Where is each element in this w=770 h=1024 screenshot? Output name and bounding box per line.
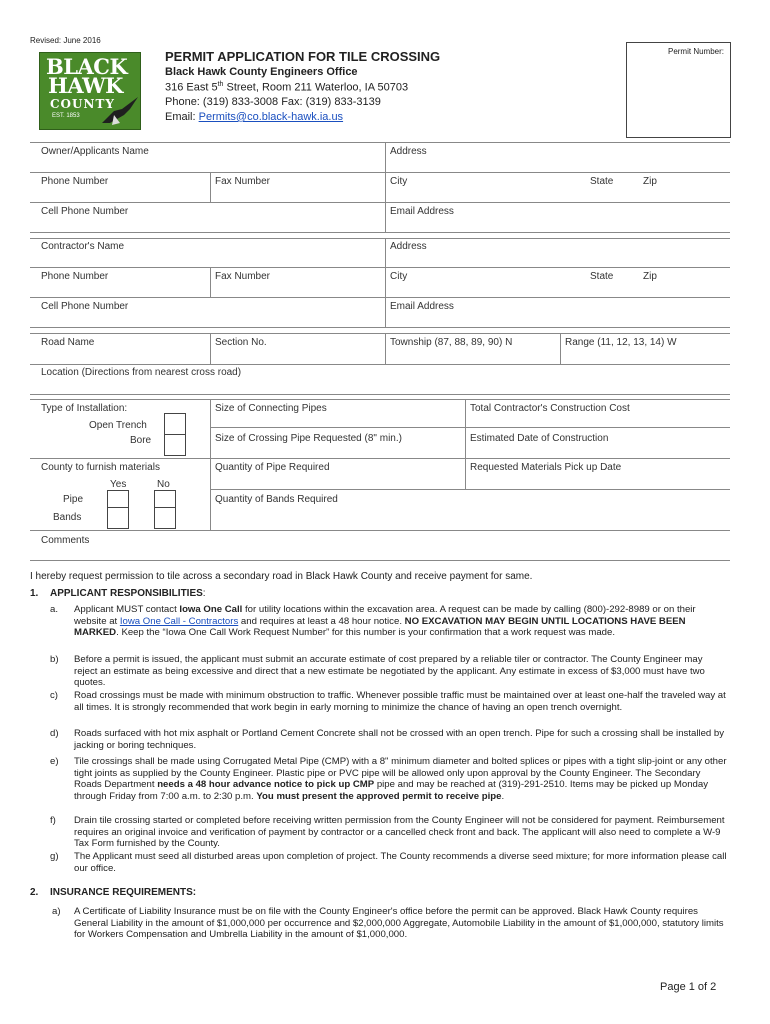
item-c-text: Road crossings must be made with minimum obstruction to traffic. Whenever possible traffic must be maintained over at least one-half the traveled way at all times. It is strongly recommended that work begin in early morning to minimize the chance of having an open trench overnight. — [74, 690, 726, 713]
email-link[interactable]: Permits@co.black-hawk.ia.us — [198, 111, 344, 123]
crossing-pipe-field[interactable]: Size of Crossing Pipe Requested (8" min.) — [215, 433, 402, 444]
owner-state-field[interactable]: State — [590, 176, 614, 187]
bands-label: Bands — [53, 512, 82, 523]
item-b-text: Before a permit is issued, the applicant must submit an accurate estimate of cost prepared by a reliable tiler or contractor. The County Engineer may reject an estimate as being excessive and direct that a new estimate be negotiated by the applicant. Any estimate in excess of $3,000 must have two quotes. — [74, 654, 705, 688]
comments-field[interactable]: Comments — [41, 535, 90, 546]
total-cost-field[interactable]: Total Contractor's Construction Cost — [470, 403, 630, 414]
logo-line2: HAWK — [48, 73, 123, 98]
pipe-label: Pipe — [63, 494, 84, 505]
office-phone-fax: Phone: (319) 833-3008 Fax: (319) 833-3139 — [165, 96, 381, 108]
qty-pipe-field[interactable]: Quantity of Pipe Required — [215, 462, 330, 473]
township-field[interactable]: Township (87, 88, 89, 90) N — [390, 337, 513, 348]
item-g-text: The Applicant must seed all disturbed areas upon completion of project. The County recommends a diverse seed mixture; for more information please call our office. — [74, 851, 727, 874]
owner-phone-field[interactable]: Phone Number — [41, 176, 109, 187]
hawk-icon — [100, 93, 140, 127]
contractor-zip-field[interactable]: Zip — [643, 271, 657, 282]
county-furnish-label: County to furnish materials — [41, 462, 160, 473]
item-a-text: Applicant MUST contact Iowa One Call for utility locations within the excavation area. A request can be made by calling (800)-292-8989 or on their website at Iowa One Call - Contractors and requires at least a 48 hour notice. NO EXCAVATION MAY BEGIN UNTIL LOCATIONS HAVE BEEN MARKED. Keep the “Iowa One Call Work Request Number” for this number is your confirmation that a work request was made. — [74, 604, 696, 638]
section-1-title: APPLICANT RESPONSIBILITIES: — [50, 588, 206, 599]
section-no-field[interactable]: Section No. — [215, 337, 267, 348]
connecting-pipes-field[interactable]: Size of Connecting Pipes — [215, 403, 327, 414]
item-e-text: Tile crossings shall be made using Corrugated Metal Pipe (CMP) with a 8" minimum diameter and bolted splices or pipes with a tight slip-joint or any other tight joints as supplied by the County Engineer. Plastic pipe or PVC pipe will be allowed only upon approval by the County Engineer. The Secondary Roads Department needs a 48 hour advance notice to pick up CMP pipe and may be reached at (319)-291-2510. Items may be picked up Monday through Friday from 7:00 a.m. to 2:30 p.m. You must present the approved permit to receive pipe. — [74, 756, 727, 802]
item-b-marker: b) — [50, 654, 59, 665]
section-2-title: INSURANCE REQUIREMENTS: — [50, 887, 197, 898]
owner-city-field[interactable]: City — [390, 176, 408, 187]
form-title: PERMIT APPLICATION FOR TILE CROSSING — [165, 49, 441, 64]
bands-yes-checkbox[interactable] — [107, 507, 129, 529]
owner-name-field[interactable]: Owner/Applicants Name — [41, 146, 149, 157]
owner-address-field[interactable]: Address — [390, 146, 427, 157]
bands-no-checkbox[interactable] — [154, 507, 176, 529]
road-name-field[interactable]: Road Name — [41, 337, 95, 348]
item-c-marker: c) — [50, 690, 58, 701]
range-field[interactable]: Range (11, 12, 13, 14) W — [565, 337, 677, 348]
contractor-email-field[interactable]: Email Address — [390, 301, 454, 312]
owner-cell-field[interactable]: Cell Phone Number — [41, 206, 129, 217]
contractor-state-field[interactable]: State — [590, 271, 614, 282]
office-address: 316 East 5th Street, Room 211 Waterloo, IA 50703 — [165, 81, 409, 94]
revised-date: Revised: June 2016 — [30, 36, 101, 45]
request-statement: I hereby request permission to tile across a secondary road in Black Hawk County and receive payment for same. — [30, 571, 533, 582]
no-label: No — [157, 479, 170, 490]
item-d-marker: d) — [50, 728, 59, 739]
insurance-item-a-marker: a) — [52, 906, 61, 917]
contractor-address-field[interactable]: Address — [390, 241, 427, 252]
logo-est: EST. 1853 — [52, 113, 80, 119]
section-1-number: 1. — [30, 588, 39, 599]
insurance-item-a-text: A Certificate of Liability Insurance must be on file with the County Engineer's office before the permit can be approved. Black Hawk County requires General Liability in the amount of $1,000,000 per occurrence and $2,000,000 Aggregate, Automobile Liability in the amount of $1,000,000, statutory limits for Workers Compensation and Umbrella Liability in the amount of $1,000,000. — [74, 906, 724, 940]
permit-number-label: Permit Number: — [667, 47, 724, 56]
yes-label: Yes — [110, 479, 127, 490]
estimated-date-field[interactable]: Estimated Date of Construction — [470, 433, 609, 444]
iowa-one-call-link[interactable]: Iowa One Call - Contractors — [119, 615, 239, 627]
section-2-number: 2. — [30, 887, 39, 898]
location-field[interactable]: Location (Directions from nearest cross road) — [41, 367, 242, 378]
installation-type-label: Type of Installation: — [41, 403, 128, 414]
qty-bands-field[interactable]: Quantity of Bands Required — [215, 494, 338, 505]
page-number: Page 1 of 2 — [660, 981, 717, 993]
contractor-cell-field[interactable]: Cell Phone Number — [41, 301, 129, 312]
contractor-city-field[interactable]: City — [390, 271, 408, 282]
contractor-fax-field[interactable]: Fax Number — [215, 271, 271, 282]
logo-line3: COUNTY — [50, 97, 115, 111]
item-f-marker: f) — [50, 815, 56, 826]
office-name: Black Hawk County Engineers Office — [165, 66, 358, 78]
item-e-marker: e) — [50, 756, 59, 767]
bore-checkbox[interactable] — [164, 434, 186, 456]
owner-email-field[interactable]: Email Address — [390, 206, 454, 217]
item-f-text: Drain tile crossing started or completed before receiving written permission from the County Engineer will not be considered for payment. Reimbursement requires an original invoice and verification of payment by contractor or a cancelled check front and back. The applicant will also need to complete a W-9 Tax Form furnished by the County. — [74, 815, 725, 849]
logo-line1: BLACK — [46, 54, 128, 79]
contractor-name-field[interactable]: Contractor's Name — [41, 241, 125, 252]
item-a-marker: a. — [50, 604, 59, 615]
owner-fax-field[interactable]: Fax Number — [215, 176, 271, 187]
office-email: Email: Permits@co.black-hawk.ia.us — [165, 111, 344, 123]
item-d-text: Roads surfaced with hot mix asphalt or Portland Cement Concrete shall not be crossed with an open trench. Pipe for such a crossing shall be installed by jacking or boring techniques. — [74, 728, 725, 751]
open-trench-label: Open Trench — [89, 420, 147, 431]
permit-number-box[interactable] — [626, 42, 731, 138]
owner-zip-field[interactable]: Zip — [643, 176, 657, 187]
county-logo — [39, 52, 141, 130]
pickup-date-field[interactable]: Requested Materials Pick up Date — [470, 462, 622, 473]
open-trench-checkbox[interactable] — [164, 413, 186, 435]
item-g-marker: g) — [50, 851, 59, 862]
contractor-phone-field[interactable]: Phone Number — [41, 271, 109, 282]
bore-label: Bore — [130, 435, 152, 446]
